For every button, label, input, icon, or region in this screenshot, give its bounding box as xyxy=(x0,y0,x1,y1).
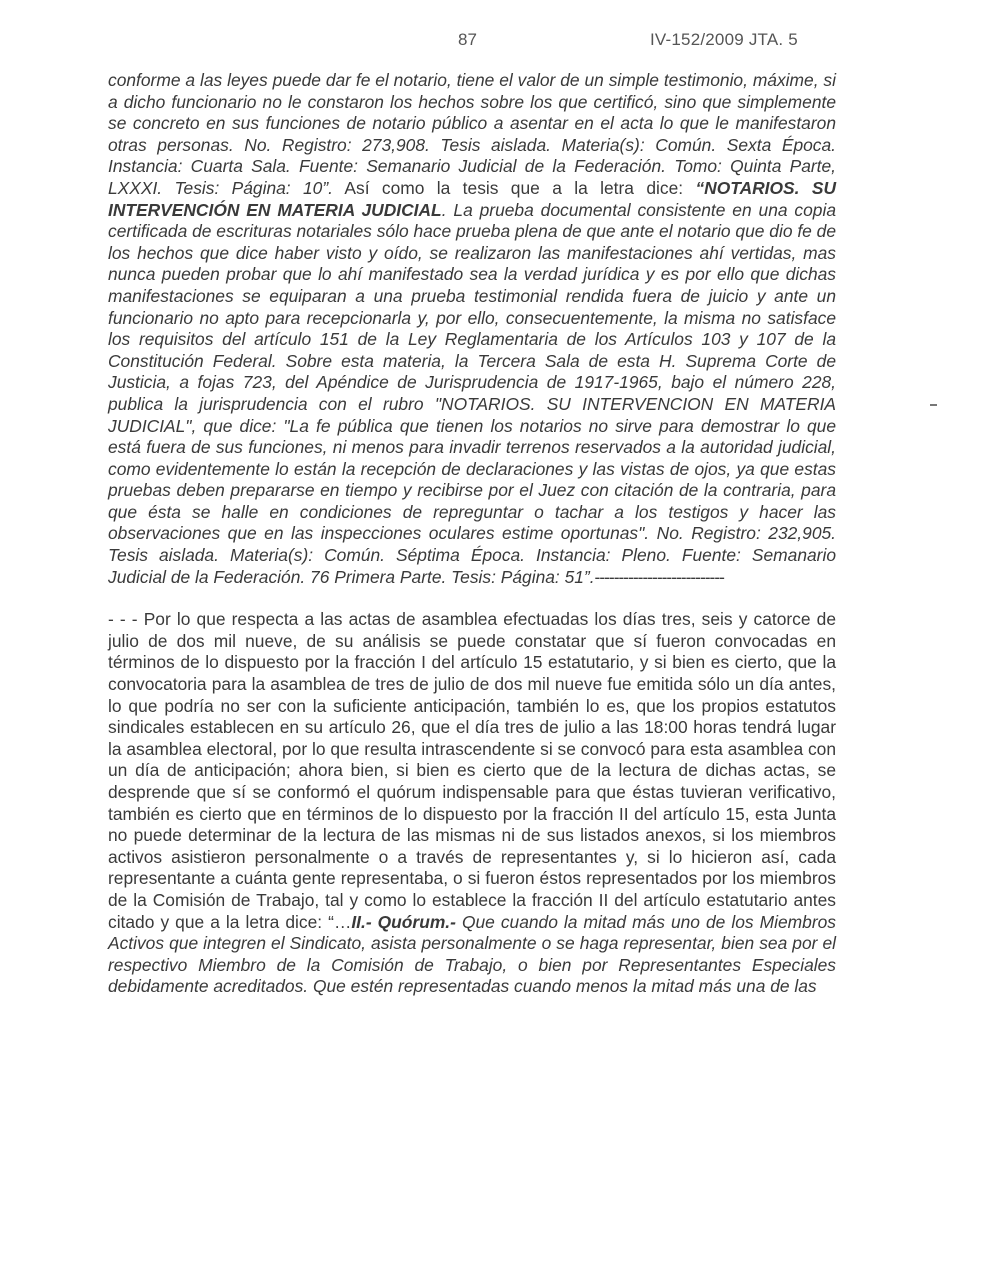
thesis-connector-text: Así como la tesis que a la letra dice: xyxy=(332,177,696,198)
thesis-body-text: . La prueba documental consistente en una copia certificada de escrituras notariales sólo hace prueba plena de que ante el notario que dio fe de los hechos que dice haber visto y oído, se realizaron las manifestaciones ahí vertidas, mas nunca pueden probar que lo ahí manifestado sea la verdad jurídica y es por ello que dichas manifestaciones se equiparan a una prueba testimonial rendida fuera de juicio y ante un funcionario no apto para recepcionarla y, por ello, consecuentemente, la misma no satisface los requisitos del artículo 151 de la Ley Reglamentaria de los Artículos 103 y 107 de la Constitución Federal. Sobre esta materia, la Tercera Sala de esta H. Suprema Corte de Justicia, a fojas 723, del Apéndice de Jurisprudencia de 1917-1965, bajo el número 228, publica la jurisprudencia con el rubro "NOTARIOS. SU INTERVENCION EN MATERIA JUDICIAL", que dice: "La fe pública que tienen los notarios no sirve para demostrar lo que está fuera de sus funciones, ni menos para invadir terrenos reservados a la autoridad judicial, como evidentemente lo están la recepción de declaraciones y las vistas de ojos, ya que estas pruebas deben prepararse en tiempo y recibirse por el Juez con citación de la contraria, para que ésta se halle en condiciones de repreguntar o tachar a los testigos y hacer las observaciones que en las inspecciones oculares estime oportunas". No. Registro: 232,905. Tesis aislada. Materia(s): Común. Séptima Época. Instancia: Pleno. Fuente: Semanario Judicial de la Federación. 76 Primera Parte. Tesis: Página: 51”. xyxy=(108,199,836,587)
quorum-quote-text: Que cuando la mitad más uno de los Miembros Activos que integren el Sindicato, asista personalmente o se haga representar, bien sea por el respectivo Miembro de la Comisión de Trabajo, o bien por Representantes Especiales debidamente acreditados. Que estén representadas cuando menos la mitad más una de las xyxy=(108,911,836,997)
paragraph-assembly-analysis xyxy=(108,609,836,998)
assembly-analysis-text: - - - Por lo que respecta a las actas de asamblea efectuadas los días tres, seis y catorce de julio de dos mil nueve, de su análisis se puede constatar que sí fueron convocadas en términos de lo dispuesto por la fracción I del artículo 15 estatutario, y si bien es cierto, que la convocatoria para la asamblea de tres de julio de dos mil nueve fue emitida sólo un día antes, lo que podría no ser con la suficiente anticipación, también lo es, que los propios estatutos sindicales establecen en su artículo 26, que el día tres de julio a las 18:00 horas tendrá lugar la asamblea electoral, por lo que resulta intrascendente si se convocó para esta asamblea con un día de anticipación; ahora bien, si bien es cierto que de la lectura de dichas actas, se desprende que sí se conformó el quórum indispensable para que éstas tuvieran verificativo, también es cierto que en términos de lo dispuesto por la fracción II del artículo 15, esta Junta no puede determinar de la lectura de las mismas ni de sus listados anexos, si los miembros activos asistieron personalmente o a través de representantes y, si lo hicieron así, cada representante a cuánta gente representaba, o si fueron éstos representados por los miembros de la Comisión de Trabajo, tal y como lo establece la fracción II del artículo estatutario antes citado y que a la letra dice: “ xyxy=(108,609,836,932)
thesis-intro-text: conforme a las leyes puede dar fe el notario, tiene el valor de un simple testimonio, máxime, si a dicho funcionario no le constaron los hechos sobre los que certificó, sino que simplemente se concreto en sus funciones de notario público a asentar en el acta lo que le manifestaron otras personas. No. Registro: 273,908. Tesis aislada. Materia(s): Común. Sexta Época. Instancia: Cuarta Sala. Fuente: Semanario Judicial de la Federación. Tomo: Quinta Parte, LXXXI. Tesis: Página: 10”. xyxy=(108,70,836,198)
dash-fill: --------------------------- xyxy=(594,566,724,587)
paragraph-thesis-citation xyxy=(108,70,836,588)
quote-lead: … xyxy=(333,911,352,932)
thesis-title: “NOTARIOS. SU INTERVENCIÓN EN MATERIA JUDICIAL xyxy=(108,177,837,220)
case-number: IV-152/2009 JTA. 5 xyxy=(650,30,798,49)
quorum-quote-title: II.- Quórum.- xyxy=(351,911,456,932)
scan-mark xyxy=(930,404,937,406)
page-header xyxy=(0,30,992,54)
page-number: 87 xyxy=(458,30,477,49)
document-body xyxy=(108,70,836,998)
